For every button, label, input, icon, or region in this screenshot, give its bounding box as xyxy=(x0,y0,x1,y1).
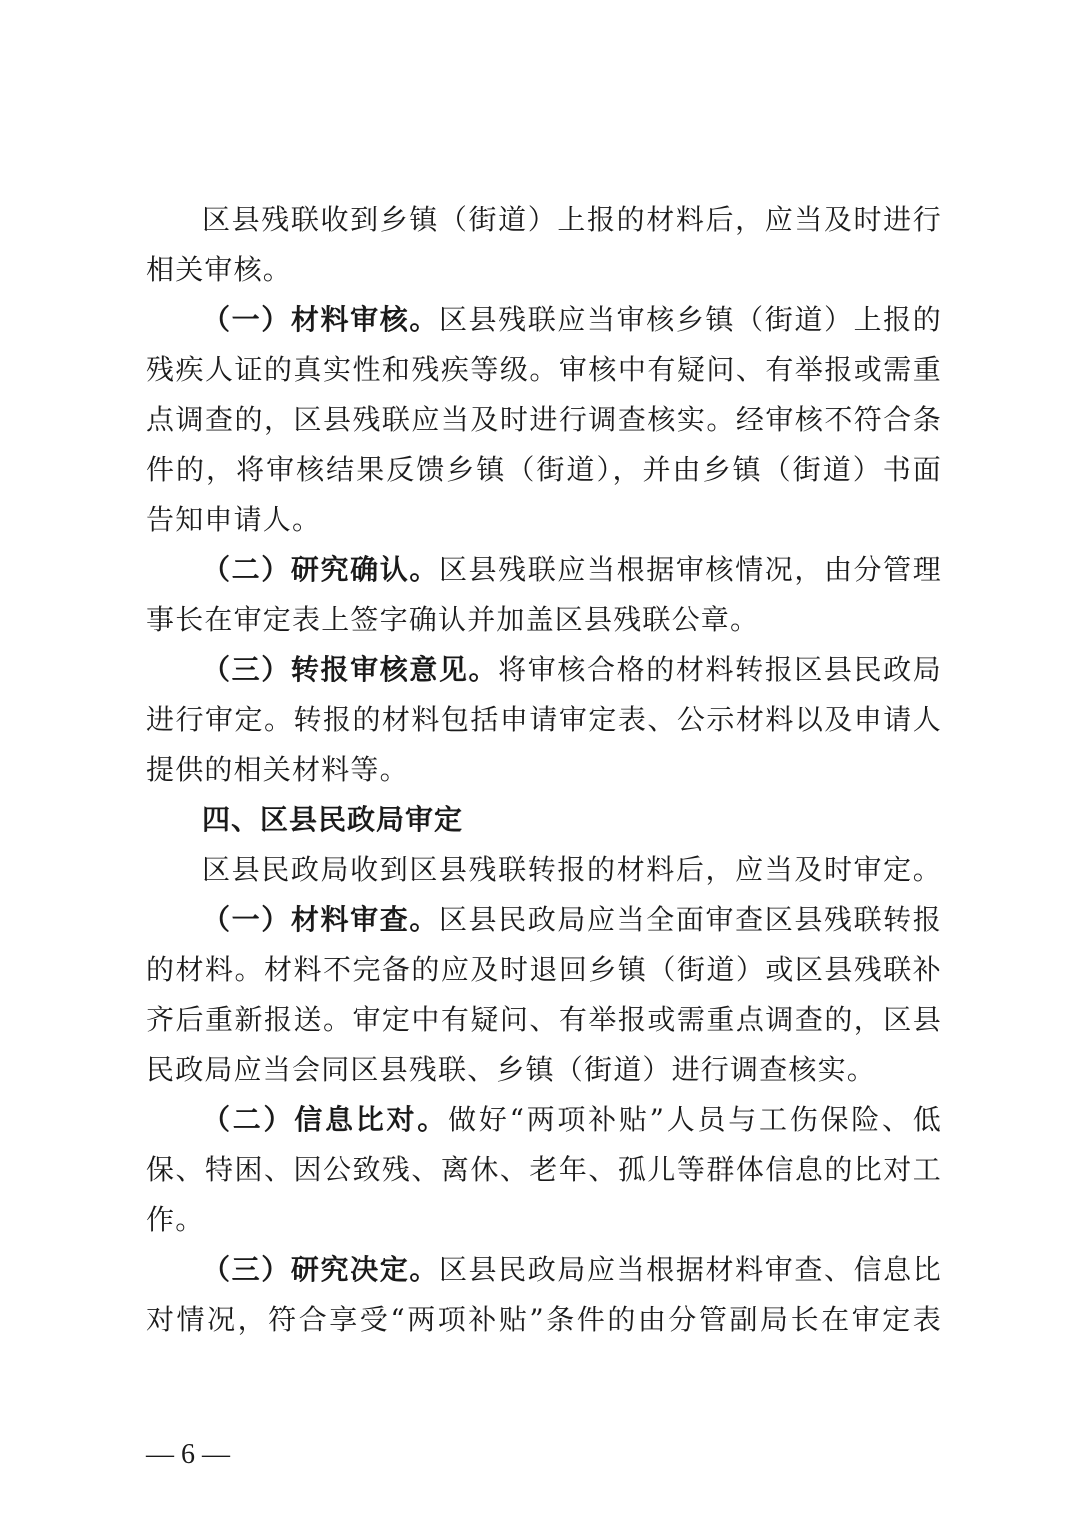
paragraph-line xyxy=(202,652,942,688)
paragraph-line: 区县民政局收到区县残联转报的材料后，应当及时审定。 xyxy=(202,853,942,886)
subsection-title: （一）材料审核。 xyxy=(202,303,439,336)
paragraph-line xyxy=(202,902,942,938)
subsection-title: （二）研究确认。 xyxy=(202,553,439,586)
paragraph-text: 区县残联应当根据审核情况，由分管理 xyxy=(438,553,942,586)
paragraph-line: 民政局应当会同区县残联、乡镇（街道）进行调查核实。 xyxy=(146,1053,877,1086)
paragraph-text: 区县民政局应当根据材料审查、信息比 xyxy=(438,1253,942,1286)
paragraph-text: 做好“两项补贴”人员与工伤保险、低 xyxy=(448,1103,942,1136)
paragraph-line: 事长在审定表上签字确认并加盖区县残联公章。 xyxy=(146,603,760,636)
paragraph-line: 点调查的，区县残联应当及时进行调查核实。经审核不符合条 xyxy=(146,403,942,436)
paragraph-line: 相关审核。 xyxy=(146,253,293,286)
paragraph-line xyxy=(202,1102,942,1138)
paragraph-line: 区县残联收到乡镇（街道）上报的材料后，应当及时进行 xyxy=(202,203,942,236)
paragraph-line xyxy=(202,552,942,588)
paragraph-line xyxy=(202,1252,942,1288)
paragraph-text: 区县民政局应当全面审查区县残联转报 xyxy=(438,903,942,936)
paragraph-text: 将审核合格的材料转报区县民政局 xyxy=(498,653,942,686)
paragraph-line xyxy=(202,302,942,338)
paragraph-line: 齐后重新报送。审定中有疑问、有举报或需重点调查的，区县 xyxy=(146,1003,942,1036)
subsection-title: （三）研究决定。 xyxy=(202,1253,439,1286)
paragraph-line: 作。 xyxy=(146,1203,205,1236)
subsection-title: （三）转报审核意见。 xyxy=(202,653,499,686)
paragraph-line: 告知申请人。 xyxy=(146,503,322,536)
section-heading: 四、区县民政局审定 xyxy=(202,803,464,836)
paragraph-line: 提供的相关材料等。 xyxy=(146,753,409,786)
paragraph-line: 保、特困、因公致残、离休、老年、孤儿等群体信息的比对工 xyxy=(146,1153,942,1186)
subsection-title: （二）信息比对。 xyxy=(202,1103,449,1136)
paragraph-line: 进行审定。转报的材料包括申请审定表、公示材料以及申请人 xyxy=(146,703,942,736)
paragraph-line: 的材料。材料不完备的应及时退回乡镇（街道）或区县残联补 xyxy=(146,953,942,986)
paragraph-line: 残疾人证的真实性和残疾等级。审核中有疑问、有举报或需重 xyxy=(146,353,942,386)
page-number: — 6 — xyxy=(146,1439,230,1470)
paragraph-text: 区县残联应当审核乡镇（街道）上报的 xyxy=(438,303,942,336)
paragraph-line: 件的，将审核结果反馈乡镇（街道），并由乡镇（街道）书面 xyxy=(146,453,942,486)
paragraph-line: 对情况，符合享受“两项补贴”条件的由分管副局长在审定表 xyxy=(146,1303,942,1336)
subsection-title: （一）材料审查。 xyxy=(202,903,439,936)
